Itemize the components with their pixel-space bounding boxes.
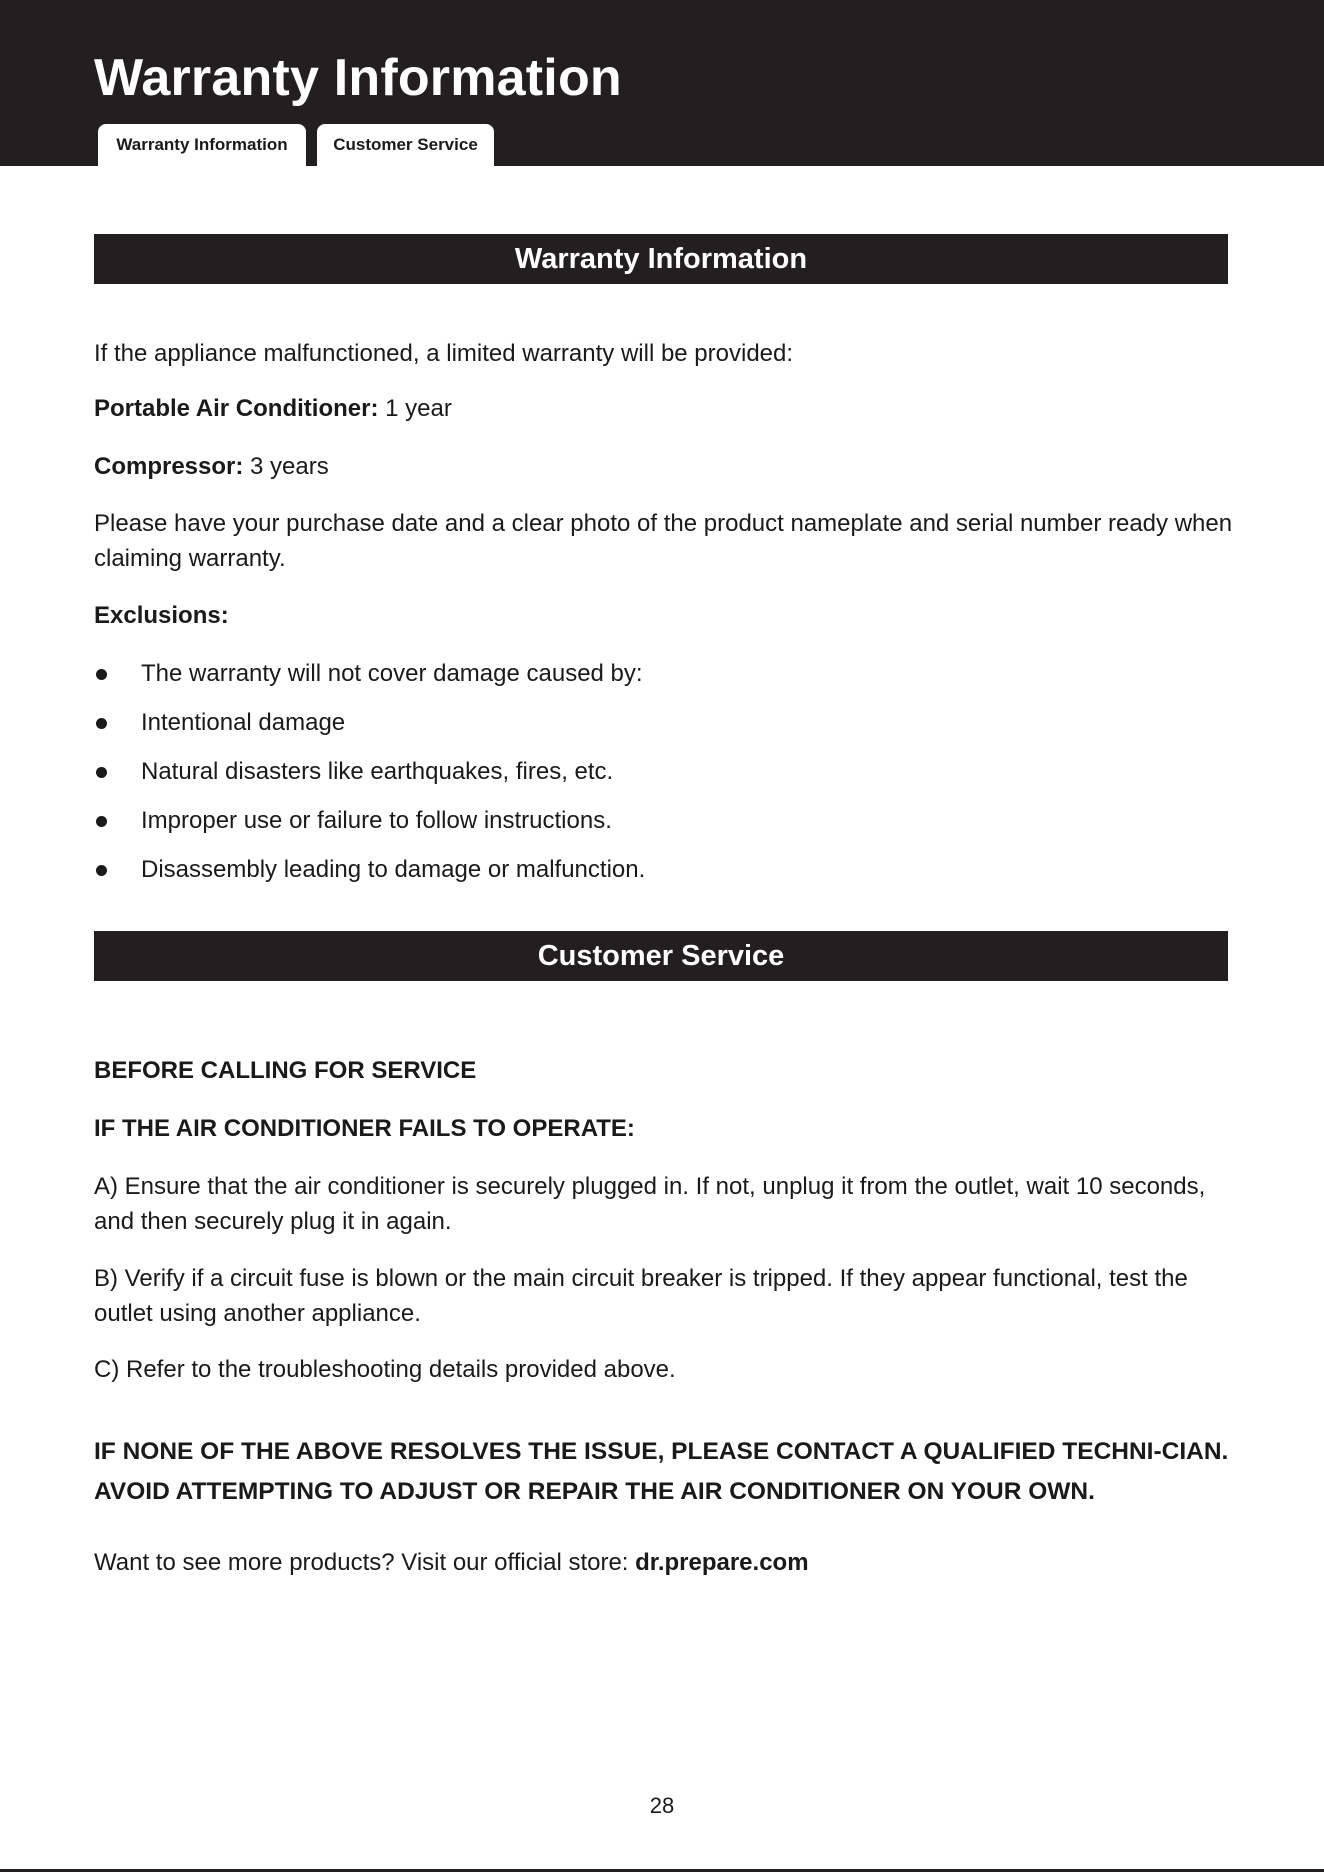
page-header [0,0,1324,166]
bullet-icon [96,669,107,680]
service-step-b: B) Verify if a circuit fuse is blown or the main circuit breaker is tripped. If they appear functional, test the outlet using another appliance. [94,1265,1188,1327]
list-item [94,754,1194,803]
exclusion-text: Improper use or failure to follow instructions. [141,807,612,834]
tab-customer-service[interactable]: Customer Service [317,124,494,166]
warranty-item-label: Portable Air Conditioner: [94,395,379,422]
warranty-claim-note: Please have your purchase date and a clear photo of the product nameplate and serial number ready when claiming warranty. [94,510,1233,572]
warranty-item-value: 3 years [243,453,329,480]
bullet-icon [96,816,107,827]
warranty-section-heading: Warranty Information [94,234,1228,284]
warranty-intro: If the appliance malfunctioned, a limited warranty will be provided: [94,340,794,367]
exclusion-text: The warranty will not cover damage caused by: [141,660,643,687]
before-calling-heading: BEFORE CALLING FOR SERVICE [94,1057,477,1084]
list-item [94,803,1194,852]
list-item [94,656,1194,705]
exclusion-text: Disassembly leading to damage or malfunction. [141,856,646,883]
page-title: Warranty Information [94,49,622,107]
tab-warranty-information[interactable]: Warranty Information [98,124,306,166]
store-link[interactable]: dr.prepare.com [635,1549,809,1576]
list-item [94,705,1194,754]
bullet-icon [96,767,107,778]
warranty-item-label: Compressor: [94,453,244,480]
fails-to-operate-heading: IF THE AIR CONDITIONER FAILS TO OPERATE: [94,1115,635,1142]
service-step-c: C) Refer to the troubleshooting details provided above. [94,1356,676,1383]
warranty-item-compressor [94,449,1244,484]
exclusion-text: Natural disasters like earthquakes, fires, etc. [141,758,614,785]
service-step-a: A) Ensure that the air conditioner is securely plugged in. If not, unplug it from the outlet, wait 10 seconds, and then securely plug it in again. [94,1173,1206,1235]
bullet-icon [96,718,107,729]
warranty-item-air-conditioner [94,391,1244,426]
exclusions-list [94,656,1194,901]
warranty-item-value: 1 year [378,395,452,422]
bullet-icon [96,865,107,876]
store-promo [94,1545,1244,1580]
list-item [94,852,1194,901]
exclusions-heading: Exclusions: [94,602,229,629]
store-prompt: Want to see more products? Visit our official store: [94,1549,636,1576]
technician-warning: IF NONE OF THE ABOVE RESOLVES THE ISSUE, PLEASE CONTACT A QUALIFIED TECHNI-CIAN. AVOID ATTEMPTING TO ADJUST OR REPAIR THE AIR CONDITIONER ON YOUR OWN. [94,1438,1229,1505]
page-number: 28 [649,1793,675,1818]
customer-service-section-heading: Customer Service [94,931,1228,981]
exclusion-text: Intentional damage [141,709,346,736]
